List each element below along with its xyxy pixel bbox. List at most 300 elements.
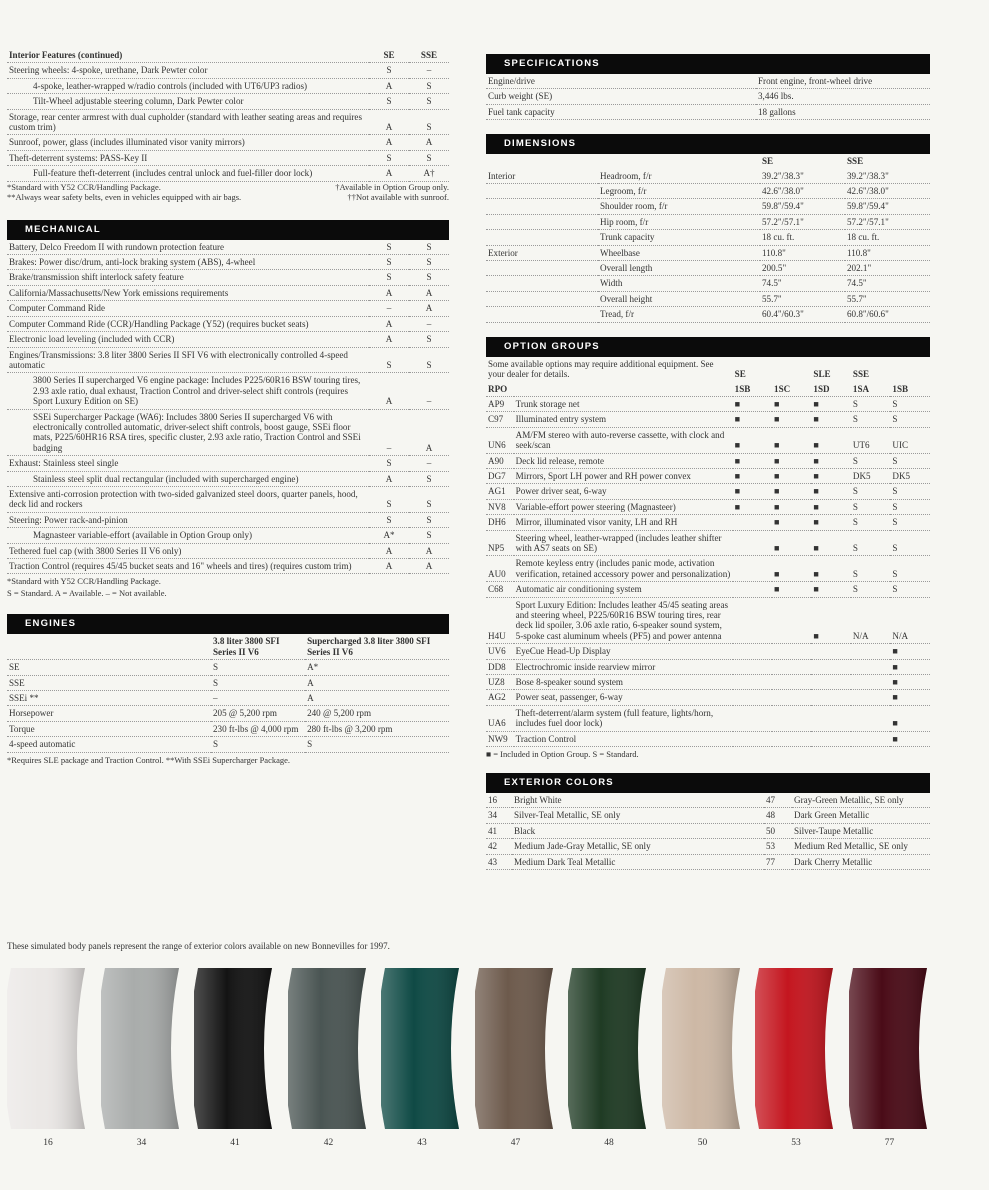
left-column [7,48,449,767]
table-row [486,276,930,291]
option-availability [851,705,891,731]
dimension-sse: 57.2"/57.1" [845,214,930,229]
engine-value-1: S [211,660,305,675]
option-description: AM/FM stereo with auto-reverse cassette, with clock and seek/scan [514,427,733,453]
swatch-caption: These simulated body panels represent the range of exterior colors available on new Bonnevilles for 1997. [7,941,390,951]
color-name: Medium Jade-Gray Metallic, SE only [512,839,764,854]
feature-label: Tilt-Wheel adjustable steering column, Dark Pewter color [7,94,369,109]
engine-value-1: 230 ft-lbs @ 4,000 rpm [211,721,305,736]
col-se: SE [369,48,409,63]
rpo-code: UZ8 [486,675,514,690]
color-code: 43 [486,854,512,869]
table-row [7,332,449,347]
table-row [486,291,930,306]
swatch-code: 48 [604,1138,614,1148]
rpo-code: NV8 [486,499,514,514]
option-column-1: 1SC [772,382,811,397]
note: ††Not available with sunroof. [347,191,449,202]
feature-label: Stainless steel split dual rectangular (included with supercharged engine) [7,471,369,486]
dimension-se: 110.8" [760,245,845,260]
option-availability: ■ [733,427,772,453]
rpo-code: AP9 [486,396,514,411]
feature-label: Steering wheels: 4-spoke, urethane, Dark Pewter color [7,63,369,78]
feature-label: Magnasteer variable-effort (available in Option Group only) [7,528,369,543]
table-row [7,135,449,150]
engine-value-1: S [211,737,305,752]
spec-label: Fuel tank capacity [486,104,756,119]
swatch-code: 53 [791,1138,801,1148]
option-group-se: SE [734,369,746,380]
dimension-label: Hip room, f/r [598,214,760,229]
table-row [486,169,930,184]
color-name: Bright White [512,793,764,808]
col-sse: SSE [409,48,449,63]
table-row [486,731,930,746]
color-code: 77 [764,854,792,869]
table-row [486,839,930,854]
option-legend: ■ = Included in Option Group. S = Standard. [486,749,639,760]
se-value: S [369,270,409,285]
option-description: Trunk storage net [514,396,733,411]
exterior-colors-table [486,793,930,870]
table-row [486,582,930,597]
option-availability [772,690,811,705]
dimension-se: 18 cu. ft. [760,230,845,245]
note: *Standard with Y52 CCR/Handling Package. [7,181,161,192]
table-row [7,166,449,181]
table-row [486,808,930,823]
se-value: A [369,543,409,558]
se-value: A [369,135,409,150]
option-availability [733,705,772,731]
se-value: – [369,301,409,316]
option-availability [733,515,772,530]
se-value: A [369,316,409,331]
dimension-sse: 55.7" [845,291,930,306]
option-availability [733,597,772,644]
table-row [7,512,449,527]
sse-value: – [409,456,449,471]
table-row [7,347,449,373]
option-availability [733,690,772,705]
feature-label: Brakes: Power disc/drum, anti-lock braking system (ABS), 4-wheel [7,255,369,270]
sse-value: S [409,150,449,165]
option-availability: ■ [733,499,772,514]
swatch-code: 50 [697,1138,708,1148]
table-row [486,89,930,104]
option-description: Electrochromic inside rearview mirror [514,659,733,674]
se-value: A* [369,528,409,543]
table-row [486,214,930,229]
se-value: S [369,456,409,471]
table-row [7,373,449,409]
spec-value: Front engine, front-wheel drive [756,74,930,89]
option-availability [851,690,891,705]
sse-value: – [409,373,449,409]
option-description: Theft-deterrent/alarm system (full feature, lights/horn, includes fuel door lock) [514,705,733,731]
option-availability: ■ [811,412,850,427]
dimension-group [486,276,598,291]
option-availability: ■ [772,468,811,483]
option-availability: N/A [851,597,891,644]
dimension-sse: 74.5" [845,276,930,291]
color-swatch [475,966,557,1131]
sse-value: – [409,63,449,78]
sse-value: S [409,240,449,255]
table-row [486,597,930,644]
engine-value-1: S [211,675,305,690]
se-value: A [369,166,409,181]
interior-notes-2 [7,192,449,202]
se-value: S [369,94,409,109]
option-availability: ■ [890,731,930,746]
se-value: S [369,240,409,255]
table-row [486,453,930,468]
option-availability: ■ [890,705,930,731]
option-availability: ■ [733,412,772,427]
option-description: Traction Control [514,731,733,746]
color-swatches [7,966,932,1131]
option-availability [733,659,772,674]
table-row [7,691,449,706]
table-row [486,556,930,582]
sse-value: A [409,301,449,316]
dimension-label: Trunk capacity [598,230,760,245]
option-availability: S [890,499,930,514]
se-value: A [369,78,409,93]
option-availability [733,731,772,746]
table-row [486,690,930,705]
rpo-code: A90 [486,453,514,468]
engines-header: ENGINES [7,614,449,634]
table-row [486,261,930,276]
feature-label: Computer Command Ride [7,301,369,316]
engine-col-2: Supercharged 3.8 liter 3800 SFI Series II V6 [305,634,449,659]
rpo-code: UN6 [486,427,514,453]
dimension-sse: 18 cu. ft. [845,230,930,245]
color-swatch [101,966,183,1131]
option-availability: DK5 [851,468,891,483]
table-row [486,199,930,214]
engines-rows [7,660,449,752]
option-description: Power driver seat, 6-way [514,484,733,499]
option-availability [851,675,891,690]
sse-value: A† [409,166,449,181]
table-row [486,184,930,199]
swatch-code: 16 [43,1138,53,1148]
table-row [7,675,449,690]
table-row [7,270,449,285]
color-swatch [755,966,837,1131]
option-description: Mirrors, Sport LH power and RH power convex [514,468,733,483]
option-column-4: 1SB [890,382,930,397]
feature-label: Storage, rear center armrest with dual cupholder (standard with leather seating areas and requires custom trim) [7,109,369,135]
option-availability [733,644,772,659]
dimension-group [486,199,598,214]
swatch-code: 42 [323,1138,334,1148]
table-row [7,255,449,270]
color-code: 16 [486,793,512,808]
dimension-group: Interior [486,169,598,184]
sse-value: A [409,409,449,456]
rpo-code: NP5 [486,530,514,556]
spec-label: Engine/drive [486,74,756,89]
option-availability [772,731,811,746]
rpo-code: DG7 [486,468,514,483]
option-availability: ■ [772,582,811,597]
sse-value: S [409,528,449,543]
se-value: S [369,512,409,527]
option-availability: ■ [811,484,850,499]
option-availability: ■ [772,556,811,582]
engine-row-label: 4-speed automatic [7,737,211,752]
sse-value: S [409,78,449,93]
dimension-label: Shoulder room, f/r [598,199,760,214]
engine-value-2: 240 @ 5,200 rpm [305,706,449,721]
interior-notes-1 [7,182,449,192]
color-code: 47 [764,793,792,808]
option-availability [733,530,772,556]
option-availability [772,597,811,644]
table-row [486,854,930,869]
option-availability: ■ [811,597,850,644]
table-row [7,316,449,331]
rpo-code: DH6 [486,515,514,530]
dimension-sse: 42.6"/38.0" [845,184,930,199]
table-row [7,660,449,675]
table-row [7,301,449,316]
option-availability: ■ [772,396,811,411]
option-availability: S [890,453,930,468]
swatch-code: 41 [230,1138,240,1148]
option-availability [733,675,772,690]
option-availability: ■ [890,675,930,690]
option-availability [733,582,772,597]
option-availability: S [851,484,891,499]
color-name: Gray-Green Metallic, SE only [792,793,930,808]
option-availability: S [851,582,891,597]
engines-table [7,634,449,752]
se-value: A [369,332,409,347]
option-availability: DK5 [890,468,930,483]
option-group-sse: SSE [852,369,870,380]
sse-value: S [409,94,449,109]
engines-note: *Requires SLE package and Traction Control. **With SSEi Supercharger Package. [7,754,291,765]
option-availability: ■ [772,515,811,530]
option-column-2: 1SD [811,382,850,397]
table-row [486,427,930,453]
table-row [7,528,449,543]
dimension-label: Overall height [598,291,760,306]
option-group-sle: SLE [813,369,831,380]
dimension-label: Headroom, f/r [598,169,760,184]
feature-label: 3800 Series II supercharged V6 engine package: Includes P225/60R16 BSW touring tires, 2.93 axle ratio, dual exhaust, Traction Control and driver-select shift controls (requires Sport Luxury Edition on SE) [7,373,369,409]
table-row [486,530,930,556]
dimension-group: Exterior [486,245,598,260]
table-row [7,94,449,109]
rpo-code: DD8 [486,659,514,674]
engine-value-1: – [211,691,305,706]
feature-label: Engines/Transmissions: 3.8 liter 3800 Series II SFI V6 with electronically controlled 4-speed automatic [7,347,369,373]
engine-value-2: A [305,691,449,706]
sse-value: S [409,347,449,373]
color-name: Dark Cherry Metallic [792,854,930,869]
option-availability: ■ [772,412,811,427]
option-availability: ■ [733,453,772,468]
color-name: Silver-Teal Metallic, SE only [512,808,764,823]
dimension-sse: 202.1" [845,261,930,276]
engine-value-2: 280 ft-lbs @ 3,200 rpm [305,721,449,736]
rpo-code: NW9 [486,731,514,746]
rpo-code: AU0 [486,556,514,582]
color-swatch [381,966,463,1131]
sse-value: S [409,471,449,486]
interior-rows [7,63,449,181]
option-column-3: 1SA [851,382,891,397]
dimension-se: 200.5" [760,261,845,276]
engine-row-label: SSE [7,675,211,690]
table-row [7,63,449,78]
sse-value: A [409,135,449,150]
option-availability: ■ [772,499,811,514]
table-row [7,150,449,165]
spec-label: Curb weight (SE) [486,89,756,104]
feature-label: Full-feature theft-deterrent (includes central unlock and fuel-filler door lock) [7,166,369,181]
feature-label: California/Massachusetts/New York emissions requirements [7,285,369,300]
feature-label: Brake/transmission shift interlock safety feature [7,270,369,285]
option-group-columns [486,382,930,397]
table-row [486,705,930,731]
option-availability: ■ [733,468,772,483]
dimension-group [486,307,598,322]
feature-label: Electronic load leveling (included with CCR) [7,332,369,347]
rpo-code: AG2 [486,690,514,705]
color-swatch [7,966,89,1131]
swatch-code: 34 [136,1138,147,1148]
sse-value: S [409,332,449,347]
table-row [486,515,930,530]
option-group-rows [486,396,930,746]
table-row [486,307,930,322]
option-availability: ■ [733,484,772,499]
option-intro: Some available options may require additional equipment. See your dealer for details. [488,358,714,380]
option-availability: S [890,515,930,530]
option-availability [772,705,811,731]
option-groups-table [486,357,930,747]
dimensions-table [486,154,930,322]
color-code: 53 [764,839,792,854]
color-code: 50 [764,823,792,838]
dimension-sse: 59.8"/59.4" [845,199,930,214]
feature-label: Theft-deterrent systems: PASS-Key II [7,150,369,165]
table-row [486,484,930,499]
table-row [7,409,449,456]
spec-value: 3,446 lbs. [756,89,930,104]
option-availability [811,659,850,674]
option-availability: S [851,556,891,582]
rpo-code: C97 [486,412,514,427]
dimension-sse: 39.2"/38.3" [845,169,930,184]
dimension-label: Wheelbase [598,245,760,260]
option-availability: ■ [811,499,850,514]
option-groups-header: OPTION GROUPS [486,337,930,357]
sse-value: – [409,316,449,331]
color-code: 48 [764,808,792,823]
option-availability: ■ [890,644,930,659]
interior-heading: Interior Features (continued) [7,48,369,63]
table-row [7,109,449,135]
specifications-table [486,74,930,120]
feature-label: Sunroof, power, glass (includes illuminated visor vanity mirrors) [7,135,369,150]
dimension-label: Overall length [598,261,760,276]
option-availability: S [890,556,930,582]
option-availability: S [851,396,891,411]
dim-col-se: SE [762,156,774,167]
option-availability: N/A [890,597,930,644]
se-value: A [369,373,409,409]
dimension-se: 42.6"/38.0" [760,184,845,199]
feature-label: Exhaust: Stainless steel single [7,456,369,471]
table-row [486,823,930,838]
spec-value: 18 gallons [756,104,930,119]
option-availability: S [851,499,891,514]
option-availability: UT6 [851,427,891,453]
dimension-se: 57.2"/57.1" [760,214,845,229]
rpo-code: UA6 [486,705,514,731]
option-availability [772,644,811,659]
table-row [7,240,449,255]
option-availability: UIC [890,427,930,453]
dimension-se: 74.5" [760,276,845,291]
option-availability: ■ [890,659,930,674]
dimensions-header: DIMENSIONS [486,134,930,154]
dimension-label: Width [598,276,760,291]
option-availability: ■ [811,515,850,530]
sse-value: A [409,559,449,574]
feature-label: 4-spoke, leather-wrapped w/radio controls (included with UT6/UP3 radios) [7,78,369,93]
option-description: Illuminated entry system [514,412,733,427]
rpo-label: RPO [486,382,733,397]
option-description: Sport Luxury Edition: Includes leather 45/45 seating areas and steering wheel, P225/60R16 BSW touring tires, rear deck lid spoiler, 3.06 axle ratio, 6-speaker sound system, 5-spoke cast aluminum wheels (PF5) and power antenna [514,597,733,644]
table-row [486,412,930,427]
option-availability: ■ [811,468,850,483]
option-availability: ■ [772,484,811,499]
feature-label: Steering: Power rack-and-pinion [7,512,369,527]
option-availability [811,644,850,659]
color-name: Medium Red Metallic, SE only [792,839,930,854]
mechanical-header: MECHANICAL [7,220,449,240]
sse-value: S [409,486,449,512]
se-value: A [369,471,409,486]
option-availability: S [851,453,891,468]
table-row [7,559,449,574]
option-availability: S [851,530,891,556]
color-swatch [568,966,650,1131]
mechanical-note-1: *Standard with Y52 CCR/Handling Package. [7,576,161,587]
engine-row-label: SE [7,660,211,675]
option-availability: S [890,412,930,427]
exterior-color-rows [486,793,930,870]
sse-value: A [409,285,449,300]
engine-value-2: S [305,737,449,752]
option-availability: S [890,582,930,597]
option-availability: ■ [811,530,850,556]
option-description: Deck lid release, remote [514,453,733,468]
sse-value: A [409,543,449,558]
dimension-sse: 110.8" [845,245,930,260]
option-description: Automatic air conditioning system [514,582,733,597]
option-availability [772,659,811,674]
